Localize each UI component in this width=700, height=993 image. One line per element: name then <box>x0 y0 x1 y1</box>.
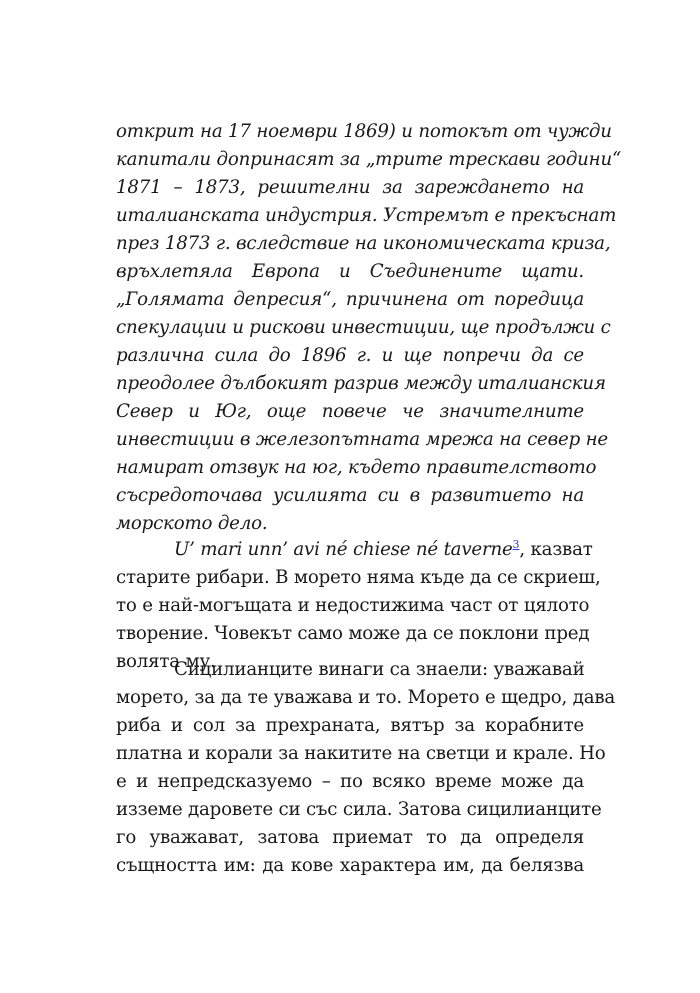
text-line: го уважават, затова приемат то да определя <box>116 827 584 848</box>
text-line: различна сила до 1896 г. и ще попречи да се <box>116 345 584 366</box>
text-line: волята му. <box>116 651 216 672</box>
text-line: риба и сол за прехраната, вятър за корабните <box>116 715 584 736</box>
text-line: платна и корали за накитите на светци и крале. Но <box>116 743 606 764</box>
text-line: преодолее дълбокият разрив между италианския <box>116 373 606 394</box>
italian-proverb: U’ mari unn’ avi né chiese né taverne <box>174 539 513 560</box>
proverb-paragraph <box>116 536 601 676</box>
text-fragment: , казват <box>519 539 593 560</box>
text-line: същността им: да кове характера им, да белязва <box>116 855 584 876</box>
text-line: старите рибари. В морето няма къде да се скриеш, <box>116 567 601 588</box>
text-line: Сицилианците винаги са знаели: уважавай <box>174 659 585 680</box>
text-line: морето, за да те уважава и то. Морето е щедро, дава <box>116 687 616 708</box>
text-line: 1871 – 1873, решителни за зареждането на <box>116 177 584 198</box>
text-line: изземе даровете си със сила. Затова сицилианците <box>116 799 602 820</box>
text-line <box>116 536 593 564</box>
body-paragraph <box>116 656 616 880</box>
text-line: Север и Юг, още повече че значителните <box>116 401 584 422</box>
text-line: италианската индустрия. Устремът е прекъснат <box>116 205 617 226</box>
text-line: съсредоточава усилията си в развитието на <box>116 485 584 506</box>
text-line: намират отзвук на юг, където правителството <box>116 457 597 478</box>
text-line: връхлетяла Европа и Съединените щати. <box>116 261 584 282</box>
text-line: то е най-могъщата и недостижима част от цялото <box>116 595 590 616</box>
text-line: морското дело. <box>116 513 268 534</box>
text-line: капитали допринасят за „трите трескави години“ <box>116 149 622 170</box>
text-line: творение. Човекът само може да се поклони пред <box>116 623 590 644</box>
text-line: инвестиции в железопътната мрежа на север не <box>116 429 608 450</box>
text-line: е и непредсказуемо – по всяко време може да <box>116 771 584 792</box>
text-line: „Голямата депресия“, причинена от поредица <box>116 289 584 310</box>
text-line: през 1873 г. вследствие на икономическата криза, <box>116 233 611 254</box>
text-line: спекулации и рискови инвестиции, ще продължи с <box>116 317 611 338</box>
text-line: открит на 17 ноември 1869) и потокът от чужди <box>116 121 612 142</box>
footnote-link[interactable]: 3 <box>512 537 520 551</box>
italic-paragraph <box>116 118 622 538</box>
